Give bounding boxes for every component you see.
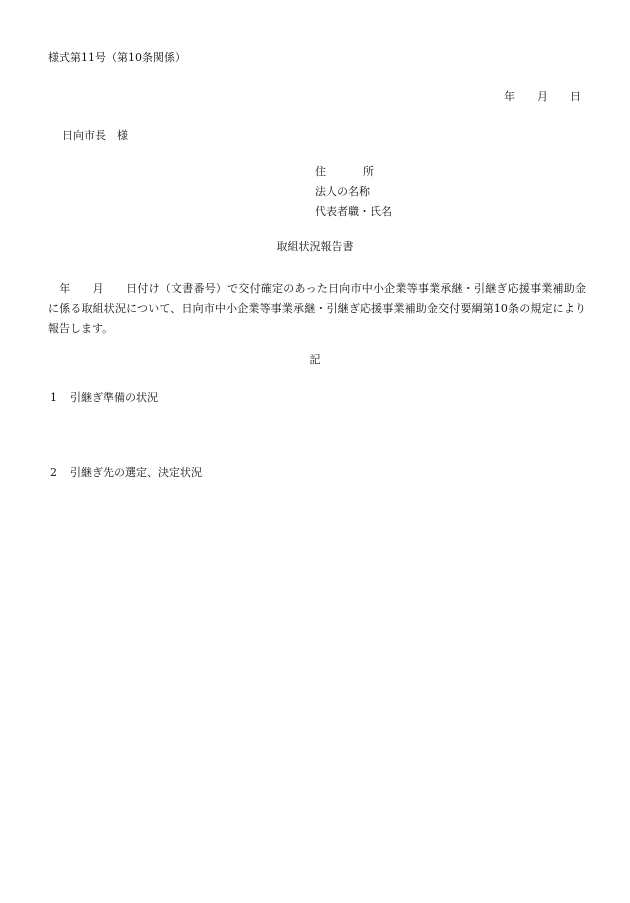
section-label: 引継ぎ先の選定、決定状況 [70,466,202,479]
section-item [50,392,158,403]
body-month-label: 月 [92,282,104,295]
address-label-2: 所 [363,165,374,178]
section-label: 引継ぎ準備の状況 [70,391,158,404]
representative-label: 代表者職・氏名 [315,205,392,218]
date-month-label: 月 [537,90,548,103]
applicant-block [315,166,392,226]
addressee [62,130,128,141]
body-text: 日付け（文書番号）で交付確定のあった日向市中小企業等事業承継・引継ぎ応援事業補助金に係る取組状況について、日向市中小企業等事業承継・引継ぎ応援事業補助金交付要綱第10条の規定により報告します。 [48,282,587,335]
section-item [50,467,202,478]
document-title: 取組状況報告書 [276,240,354,253]
date-year-label: 年 [504,90,515,103]
date-line [504,91,581,102]
form-number: 様式第11号（第10条関係） [48,51,186,64]
section-number: 2 [50,466,57,479]
date-day-label: 日 [570,90,581,103]
body-paragraph [48,279,586,339]
section-number: 1 [50,391,57,404]
addressee-title: 日向市長 [62,129,106,142]
addressee-honorific: 様 [117,129,128,142]
address-label-1: 住 [315,165,326,178]
applicant-address-row [315,166,392,186]
body-year-label: 年 [59,282,71,295]
note-mark: 記 [309,353,321,366]
corp-name-label: 法人の名称 [315,185,370,198]
